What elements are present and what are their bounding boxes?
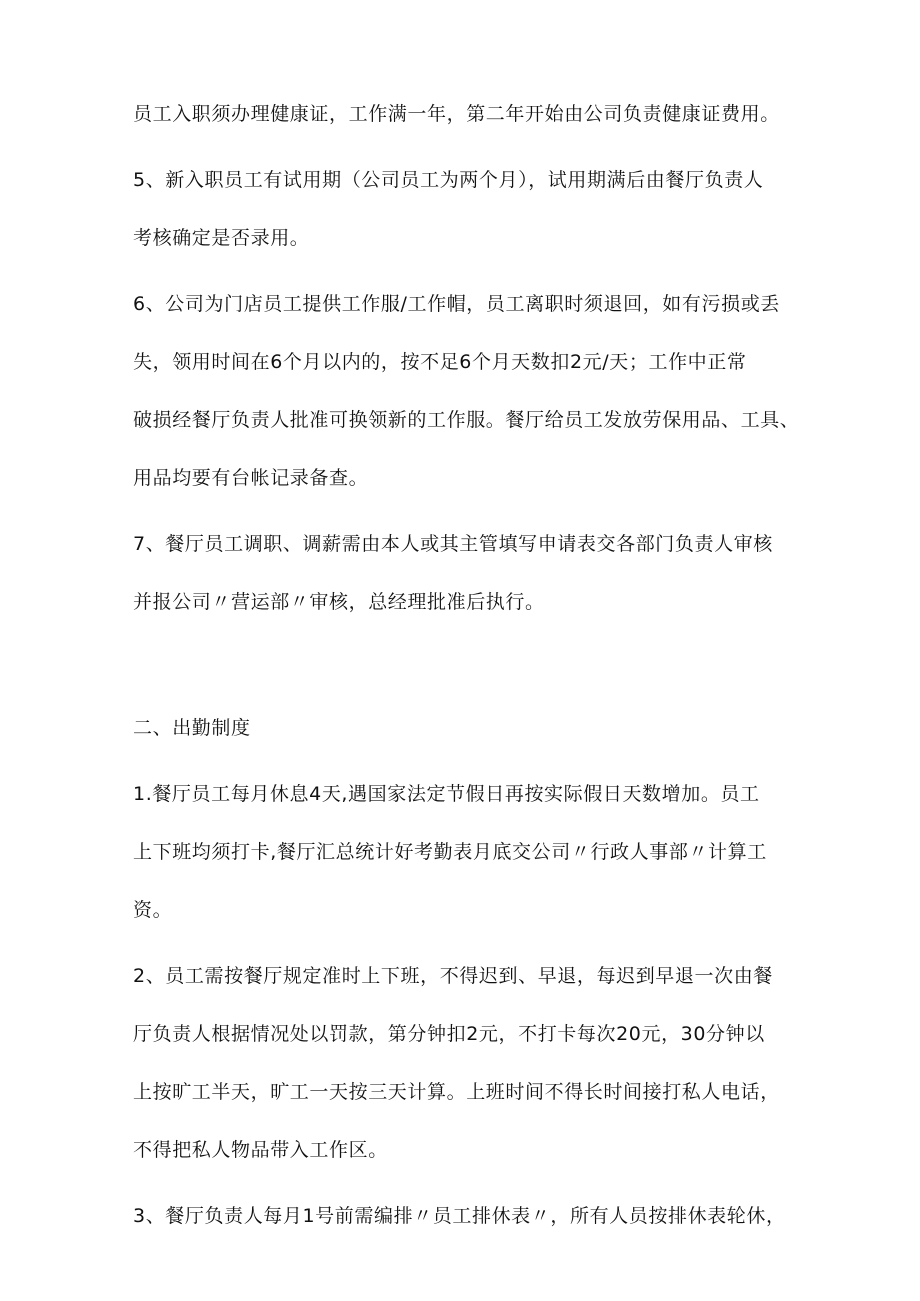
text-line: 员工入职须办理健康证，工作满一年，第二年开始由公司负责健康证费用。	[133, 103, 780, 125]
text-line: 资。	[133, 899, 173, 921]
text-line: 不得把私人物品带入工作区。	[133, 1139, 388, 1161]
text-line: 5、新入职员工有试用期（公司员工为两个月），试用期满后由餐厅负责人	[133, 169, 764, 191]
text-line: 3、餐厅负责人每月1号前需编排〃员工排休表〃，所有人员按排休表轮休，	[133, 1205, 786, 1227]
document-page	[133, 85, 813, 1245]
text-line: 上按旷工半天，旷工一天按三天计算。上班时间不得长时间接打私人电话，	[133, 1081, 780, 1103]
text-line: 破损经餐厅负责人批准可换领新的工作服。餐厅给员工发放劳保用品、工具、	[133, 409, 800, 431]
section-paragraph-3	[133, 1187, 813, 1245]
text-line: 上下班均须打卡,餐厅汇总统计好考勤表月底交公司〃行政人事部〃计算工	[133, 841, 767, 863]
text-line: 2、员工需按餐厅规定准时上下班，不得迟到、早退，每迟到早退一次由餐	[133, 965, 773, 987]
text-line: 并报公司〃营运部〃审核，总经理批准后执行。	[133, 591, 545, 613]
text-line: 用品均要有台帐记录备查。	[133, 467, 369, 489]
section-paragraph-2	[133, 947, 813, 1179]
text-line: 6、公司为门店员工提供工作服/工作帽，员工离职时须退回，如有污损或丢	[133, 293, 780, 315]
section-title: 二、出勤制度	[133, 717, 251, 739]
section-paragraph-1	[133, 765, 813, 939]
text-line: 厅负责人根据情况处以罚款，第分钟扣2元，不打卡每次20元，30分钟以	[133, 1023, 765, 1045]
text-line: 考核确定是否录用。	[133, 227, 310, 249]
paragraph-item-7	[133, 515, 813, 631]
text-line: 失，领用时间在6个月以内的，按不足6个月天数扣2元/天；工作中正常	[133, 351, 747, 373]
paragraph-item-6	[133, 275, 813, 507]
text-line: 1.餐厅员工每月休息4天,遇国家法定节假日再按实际假日天数增加。员工	[133, 783, 760, 805]
paragraph-item-5	[133, 151, 813, 267]
text-line: 7、餐厅员工调职、调薪需由本人或其主管填写申请表交各部门负责人审核	[133, 533, 773, 555]
paragraph-health-cert	[133, 85, 813, 143]
